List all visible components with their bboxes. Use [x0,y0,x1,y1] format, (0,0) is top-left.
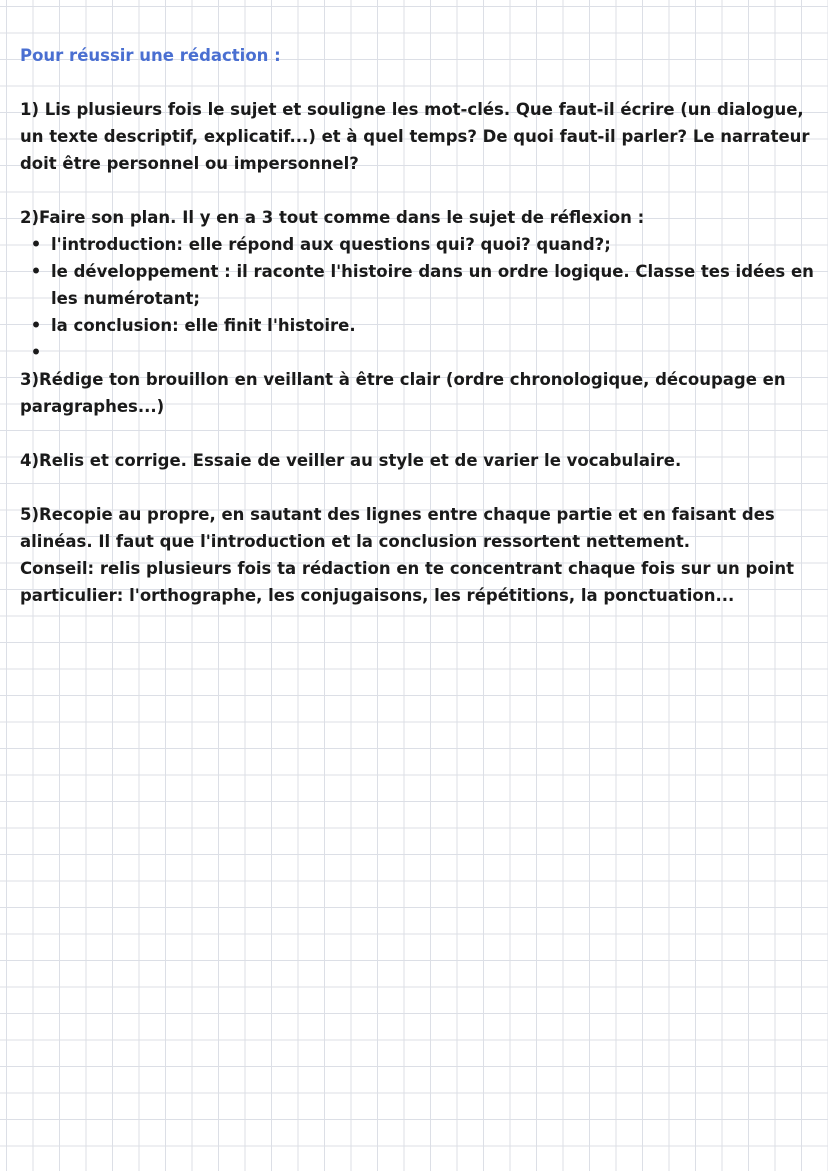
step-5-text: 5)Recopie au propre, en sautant des lignes entre chaque partie et en faisant des alinéas. Il faut que l'introduction et la conclusion ressortent nettement. [20,505,775,551]
document-page [20,42,820,609]
plan-item-empty [20,339,820,366]
step-2-intro: 2)Faire son plan. Il y en a 3 tout comme dans le sujet de réflexion : [20,208,645,227]
plan-item-text: la conclusion: elle finit l'histoire. [51,316,356,335]
plan-item-text [51,343,57,362]
advice-text: Conseil: relis plusieurs fois ta rédaction en te concentrant chaque fois sur un point particulier: l'orthographe, les conjugaisons, les répétitions, la ponctuation... [20,559,794,605]
step-4-text: 4)Relis et corrige. Essaie de veiller au style et de varier le vocabulaire. [20,451,682,470]
step-1-text: 1) Lis plusieurs fois le sujet et souligne les mot-clés. Que faut-il écrire (un dialogue, un texte descriptif, explicatif...) et à quel temps? De quoi faut-il parler? Le narrateur doit être personnel ou impersonnel? [20,100,810,173]
plan-item-text: le développement : il raconte l'histoire dans un ordre logique. Classe tes idées en les numérotant; [51,262,814,308]
plan-item-developpement [20,258,820,312]
spacer [20,69,820,96]
spacer [20,177,820,204]
plan-item-text: l'introduction: elle répond aux questions qui? quoi? quand?; [51,235,611,254]
document-title: Pour réussir une rédaction : [20,46,281,65]
plan-list [20,231,820,366]
step-3-text: 3)Rédige ton brouillon en veillant à être clair (ordre chronologique, découpage en paragraphes...) [20,370,786,416]
spacer [20,420,820,447]
bullet-icon: • [30,343,42,362]
bullet-icon: • [30,262,42,281]
bullet-icon: • [30,316,42,335]
plan-item-introduction [20,231,820,258]
bullet-icon: • [30,235,42,254]
plan-item-conclusion [20,312,820,339]
spacer [20,474,820,501]
